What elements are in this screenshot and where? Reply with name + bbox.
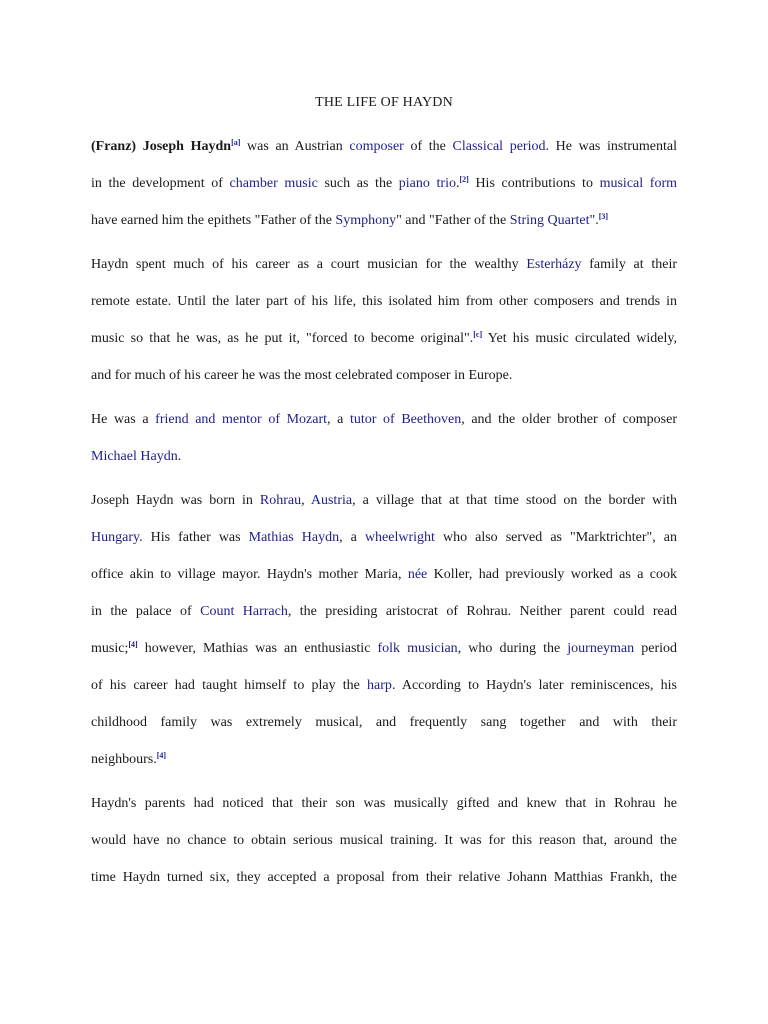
text: . [177, 449, 182, 464]
footnote-ref[interactable]: [2] [459, 175, 469, 184]
link-harp[interactable]: harp [367, 678, 392, 693]
text-line [91, 741, 677, 778]
text: remote estate. Until the later part of his life, this isolated him from other composers and trends in [91, 294, 677, 309]
footnote-ref[interactable]: [4] [156, 751, 167, 760]
text-line [91, 519, 677, 556]
text-line [91, 202, 677, 239]
text: . [455, 176, 460, 191]
text-line [91, 165, 677, 202]
link-musical-form[interactable]: musical form [599, 176, 677, 191]
link-esterhazy[interactable]: Esterházy [526, 257, 582, 272]
text: . According to Haydn's later reminiscences, his [391, 678, 677, 693]
link-symphony[interactable]: Symphony [335, 213, 397, 228]
text-line [91, 822, 677, 859]
link-tutor-beethoven[interactable]: tutor of Beethoven [349, 412, 462, 427]
text-line [91, 438, 677, 475]
link-friend-mentor-mozart[interactable]: friend and mentor of Mozart [155, 412, 328, 427]
text: Joseph Haydn was born in [91, 493, 260, 508]
text-line [91, 482, 677, 519]
link-string-quartet[interactable]: String Quartet [509, 213, 590, 228]
text: who also served as "Marktrichter", an [434, 530, 677, 545]
text: . His father was [139, 530, 249, 545]
paragraph-relations [91, 401, 677, 475]
text: in the development of [91, 176, 230, 191]
link-classical-period[interactable]: Classical period [452, 139, 546, 154]
text: , [301, 493, 311, 508]
link-wheelwright[interactable]: wheelwright [364, 530, 435, 545]
text: . He was instrumental [545, 139, 677, 154]
text-line [91, 593, 677, 630]
text: Haydn's parents had noticed that their son was musically gifted and knew that in Rohrau he [91, 796, 677, 811]
paragraph-intro [91, 128, 677, 239]
text: would have no chance to obtain serious musical training. It was for this reason that, around the [91, 833, 677, 848]
text: neighbours. [91, 752, 157, 767]
footnote-ref[interactable]: [c] [473, 330, 483, 339]
text: was an Austrian [240, 139, 350, 154]
text: have earned him the epithets "Father of the [91, 213, 336, 228]
link-hungary[interactable]: Hungary [91, 530, 140, 545]
text: music so that he was, as he put it, "forced to become original". [91, 331, 474, 346]
text: time Haydn turned six, they accepted a proposal from their relative Johann Matthias Frankh, the [91, 870, 677, 885]
link-michael-haydn[interactable]: Michael Haydn [91, 449, 178, 464]
link-austria[interactable]: Austria [310, 493, 353, 508]
text: Koller, had previously worked as a cook [427, 567, 677, 582]
paragraph-career [91, 246, 677, 394]
link-folk-musician[interactable]: folk musician [377, 641, 458, 656]
link-count-harrach[interactable]: Count Harrach [200, 604, 288, 619]
text-line [91, 128, 677, 165]
link-rohrau[interactable]: Rohrau [259, 493, 302, 508]
text: and for much of his career he was the most celebrated composer in Europe. [91, 368, 513, 383]
text: of the [403, 139, 453, 154]
text-line [91, 630, 677, 667]
text: ". [589, 213, 599, 228]
text-line [91, 320, 677, 357]
text: , who during the [457, 641, 568, 656]
text: in the palace of [91, 604, 201, 619]
text: He was a [91, 412, 156, 427]
text-line [91, 785, 677, 822]
text-line [91, 246, 677, 283]
footnote-ref[interactable]: [4] [128, 640, 138, 649]
text-line [91, 283, 677, 320]
text-line [91, 357, 677, 394]
link-chamber-music[interactable]: chamber music [229, 176, 318, 191]
text: " and "Father of the [396, 213, 510, 228]
paragraph-training [91, 785, 677, 896]
text: childhood family was extremely musical, and frequently sang together and with their [91, 715, 677, 730]
link-nee[interactable]: née [407, 567, 428, 582]
text-line [91, 704, 677, 741]
text: , the presiding aristocrat of Rohrau. Neither parent could read [287, 604, 677, 619]
text: of his career had taught himself to play the [91, 678, 368, 693]
text: however, Mathias was an enthusiastic [137, 641, 378, 656]
footnote-ref[interactable]: [3] [598, 212, 609, 221]
footnote-ref[interactable]: [a] [231, 138, 241, 147]
paragraph-early-life [91, 482, 677, 778]
text-line [91, 859, 677, 896]
subject-name: (Franz) Joseph Haydn [91, 139, 232, 154]
link-journeyman[interactable]: journeyman [567, 641, 635, 656]
text: family at their [581, 257, 678, 272]
text: Haydn spent much of his career as a court musician for the wealthy [91, 257, 527, 272]
text: music; [91, 641, 129, 656]
text: , a village that at that time stood on the border with [352, 493, 678, 508]
text-line [91, 401, 677, 438]
text: such as the [317, 176, 399, 191]
text: , and the older brother of composer [461, 412, 678, 427]
link-composer[interactable]: composer [349, 139, 404, 154]
text: , a [327, 412, 350, 427]
text-line [91, 556, 677, 593]
document-title: THE LIFE OF HAYDN [315, 95, 453, 110]
text-line [91, 667, 677, 704]
text: Yet his music circulated widely, [482, 331, 678, 346]
text: office akin to village mayor. Haydn's mother Maria, [91, 567, 408, 582]
link-piano-trio[interactable]: piano trio [398, 176, 456, 191]
text: , a [339, 530, 365, 545]
text: His contributions to [468, 176, 600, 191]
link-mathias-haydn[interactable]: Mathias Haydn [248, 530, 340, 545]
text: period [634, 641, 678, 656]
